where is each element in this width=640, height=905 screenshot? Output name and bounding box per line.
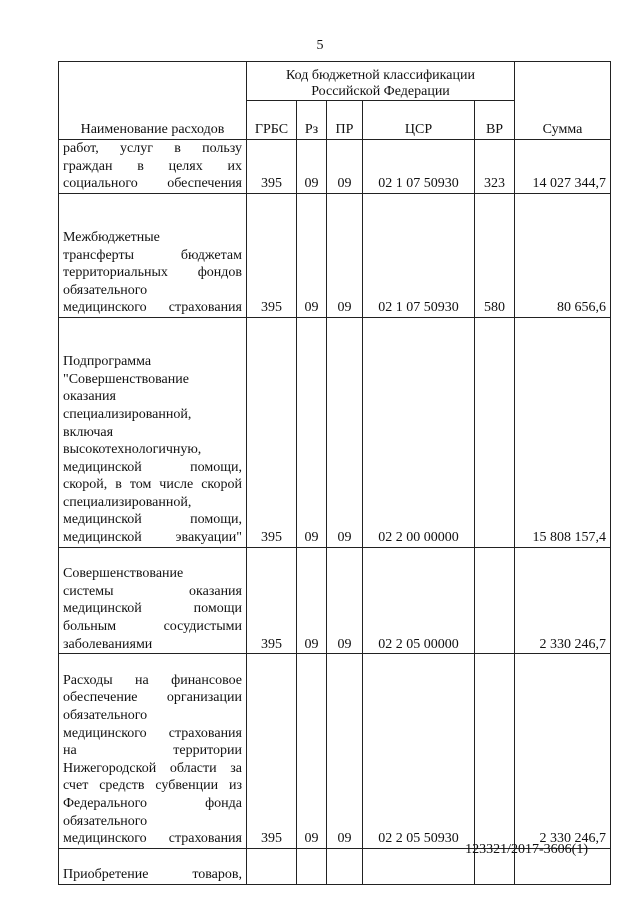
header-vr: ВР <box>475 101 515 140</box>
budget-table <box>58 61 611 885</box>
row-name-line: обязательного <box>63 708 148 723</box>
row-name-line: медицинской помощи <box>63 601 242 617</box>
row-name-line: специализированной, <box>63 494 192 510</box>
row-pr <box>327 848 363 884</box>
row-sum: 2 330 246,7 <box>515 654 611 849</box>
row-rz <box>297 848 327 884</box>
row-pr: 09 <box>327 140 363 194</box>
row-pr: 09 <box>327 193 363 317</box>
row-grbs: 395 <box>247 193 297 317</box>
row-name-line: на территории <box>63 743 242 759</box>
row-name-line: включая <box>63 424 114 440</box>
row-name-line: "Совершенствование <box>63 371 189 387</box>
row-name <box>59 193 247 317</box>
row-grbs: 395 <box>247 140 297 194</box>
row-csr: 02 2 00 00000 <box>363 317 475 547</box>
row-grbs: 395 <box>247 317 297 547</box>
header-name: Наименование расходов <box>59 62 247 140</box>
row-rz: 09 <box>297 140 327 194</box>
row-name-line: скорой, в том числе скорой <box>63 477 242 493</box>
table-row <box>59 654 611 849</box>
row-name-line: территориальных фондов <box>63 265 242 281</box>
row-rz: 09 <box>297 654 327 849</box>
row-name-line: социального обеспечения <box>63 176 242 192</box>
row-name <box>59 317 247 547</box>
row-name-line: Приобретение товаров, <box>63 867 242 883</box>
row-sum: 14 027 344,7 <box>515 140 611 194</box>
row-name-line: Подпрограмма <box>63 354 152 370</box>
table-body <box>59 140 611 885</box>
row-name-line: медицинской помощи, <box>63 512 242 528</box>
row-pr: 09 <box>327 317 363 547</box>
row-name-line: заболеваниями <box>63 636 153 652</box>
row-grbs <box>247 848 297 884</box>
row-csr: 02 1 07 50930 <box>363 140 475 194</box>
row-name-line: системы оказания <box>63 583 242 599</box>
row-sum: 80 656,6 <box>515 193 611 317</box>
row-grbs: 395 <box>247 547 297 654</box>
row-pr: 09 <box>327 547 363 654</box>
row-grbs: 395 <box>247 654 297 849</box>
row-rz: 09 <box>297 547 327 654</box>
row-name-line: медицинской помощи, <box>63 459 242 475</box>
table-row <box>59 547 611 654</box>
row-name-line: обязательного <box>63 813 148 829</box>
row-name-line: больным сосудистыми <box>63 619 242 635</box>
row-name-line: обязательного <box>63 282 148 298</box>
row-name-line: медицинского страхования <box>63 725 242 741</box>
row-name-line: медицинской эвакуации" <box>63 530 242 546</box>
row-name <box>59 848 247 884</box>
row-pr: 09 <box>327 654 363 849</box>
row-name-line: счет средств субвенции из <box>63 778 242 794</box>
row-name-line: медицинского страхования <box>63 831 242 847</box>
table-row <box>59 193 611 317</box>
row-vr: 323 <box>475 140 515 194</box>
row-name-line: оказания <box>63 389 116 405</box>
row-vr: 580 <box>475 193 515 317</box>
row-name-line: высокотехнологичную, <box>63 442 202 458</box>
row-csr: 02 2 05 00000 <box>363 547 475 654</box>
header-grbs: ГРБС <box>247 101 297 140</box>
row-vr <box>475 317 515 547</box>
document-code: 123321/2017-3606(1) <box>465 842 588 857</box>
row-vr <box>475 547 515 654</box>
row-name-line: медицинского страхования <box>63 300 242 316</box>
row-name-line: Нижегородской области за <box>63 760 242 776</box>
row-name-line: граждан в целях их <box>63 158 242 174</box>
row-sum: 2 330 246,7 <box>515 547 611 654</box>
header-pr: ПР <box>327 101 363 140</box>
row-csr: 02 2 05 50930 <box>363 654 475 849</box>
header-rz: Рз <box>297 101 327 140</box>
table-row <box>59 140 611 194</box>
row-name <box>59 654 247 849</box>
row-rz: 09 <box>297 317 327 547</box>
row-sum: 15 808 157,4 <box>515 317 611 547</box>
table-row <box>59 317 611 547</box>
row-name-line: Совершенствование <box>63 566 184 582</box>
header-code-group: Код бюджетной классификации Российской Федерации <box>247 62 515 101</box>
header-csr: ЦСР <box>363 101 475 140</box>
row-name <box>59 547 247 654</box>
row-vr <box>475 654 515 849</box>
row-name-line: трансферты бюджетам <box>63 247 242 263</box>
row-name <box>59 140 247 194</box>
row-name-line: Федерального фонда <box>63 795 242 811</box>
row-name-line: Межбюджетные <box>63 229 160 245</box>
row-name-line: обеспечение организации <box>63 690 242 706</box>
row-name-line: работ, услуг в пользу <box>63 141 242 156</box>
page-number: 5 <box>316 38 324 53</box>
row-csr <box>363 848 475 884</box>
row-name-line: Расходы на финансовое <box>63 672 242 688</box>
row-rz: 09 <box>297 193 327 317</box>
row-name-line: специализированной, <box>63 406 192 422</box>
row-csr: 02 1 07 50930 <box>363 193 475 317</box>
header-sum: Сумма <box>515 62 611 140</box>
